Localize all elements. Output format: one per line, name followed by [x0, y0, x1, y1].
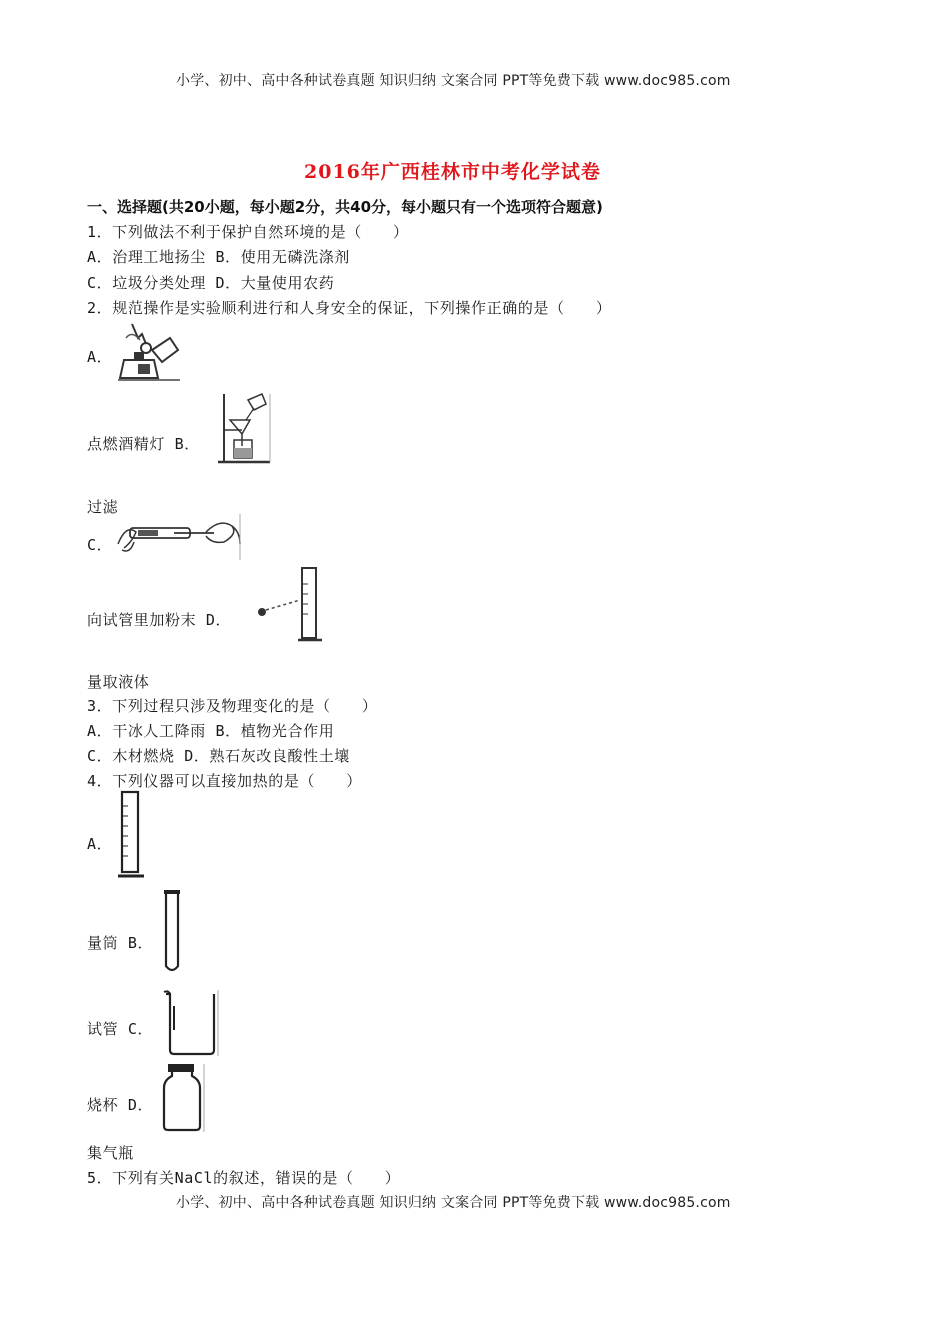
page-footer: 小学、初中、高中各种试卷真题 知识归纳 文案合同 PPT等免费下载 www.doc985.com [176, 1195, 731, 1211]
question-3-stem: 3．下列过程只涉及物理变化的是（ ） [87, 697, 378, 715]
question-2-option-c-label: C． [87, 536, 113, 554]
question-2-caption-c-option-d: 向试管里加粉末 D． [87, 611, 232, 629]
question-3-options-cd: C．木材燃烧 D．熟石灰改良酸性土壤 [87, 747, 350, 765]
alcohol-lamp-lighting-figure [112, 320, 184, 384]
adding-powder-to-test-tube-figure [114, 514, 242, 560]
question-2-caption-b: 过滤 [87, 498, 119, 516]
question-3-options-ab: A．干冰人工降雨 B．植物光合作用 [87, 722, 335, 740]
question-4-caption-d: 集气瓶 [87, 1144, 134, 1162]
question-1-options-cd: C．垃圾分类处理 D．大量使用农药 [87, 274, 335, 292]
graduated-cylinder-figure [114, 790, 148, 880]
page-title: 2016年广西桂林市中考化学试卷 [304, 161, 601, 183]
beaker-figure [160, 988, 220, 1058]
section-heading: 一、选择题(共20小题，每小题2分，共40分，每小题只有一个选项符合题意) [87, 198, 603, 216]
filtration-figure [216, 390, 272, 466]
question-2-caption-a-option-b: 点燃酒精灯 B． [87, 435, 200, 453]
question-4-caption-c-option-d: 烧杯 D． [87, 1096, 154, 1114]
test-tube-figure [158, 888, 186, 976]
question-2-option-a-label: A． [87, 348, 113, 366]
question-4-caption-b-option-c: 试管 C． [87, 1020, 154, 1038]
page-header: 小学、初中、高中各种试卷真题 知识归纳 文案合同 PPT等免费下载 www.doc985.com [176, 73, 731, 89]
question-2-stem: 2．规范操作是实验顺利进行和人身安全的保证，下列操作正确的是（ ） [87, 299, 612, 317]
question-4-option-a-label: A． [87, 835, 113, 853]
question-5-stem: 5．下列有关NaCl的叙述，错误的是（ ） [87, 1169, 401, 1187]
question-1-stem: 1．下列做法不利于保护自然环境的是（ ） [87, 223, 409, 241]
question-2-caption-d: 量取液体 [87, 673, 150, 691]
gas-collecting-bottle-figure [160, 1062, 206, 1134]
question-1-options-ab: A．治理工地扬尘 B．使用无磷洗涤剂 [87, 248, 350, 266]
question-4-stem: 4．下列仪器可以直接加热的是（ ） [87, 772, 362, 790]
measuring-liquid-figure [252, 564, 332, 644]
question-4-caption-a-option-b: 量筒 B． [87, 934, 154, 952]
